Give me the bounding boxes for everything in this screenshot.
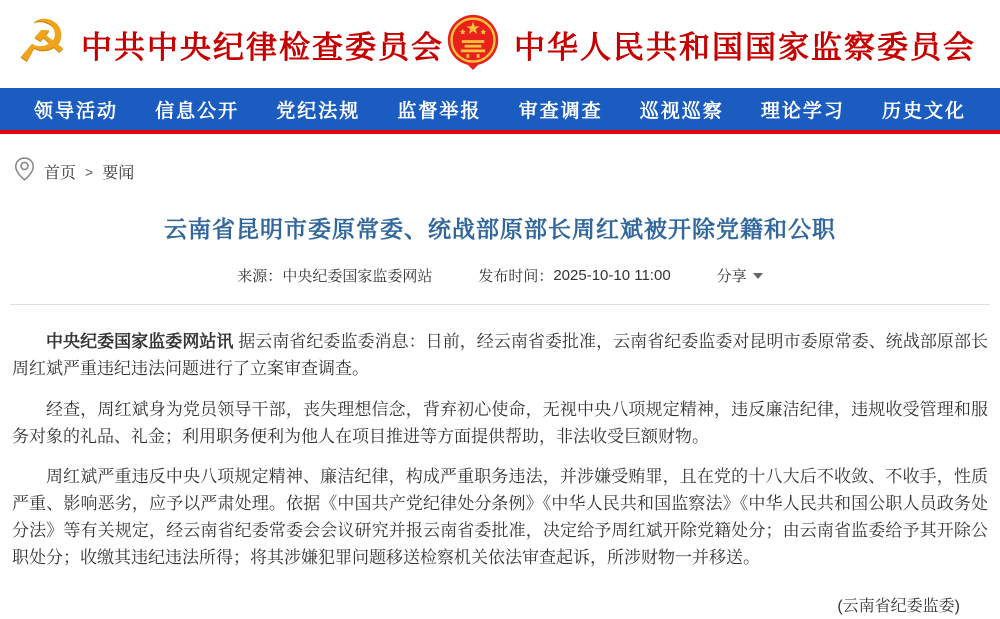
caret-down-icon: [753, 273, 763, 279]
nav-item-leader-activities[interactable]: 领导活动: [34, 100, 119, 122]
article-paragraph: [12, 397, 988, 451]
article-paragraph: [12, 464, 988, 571]
nav-item-party-regulations[interactable]: 党纪法规: [276, 100, 361, 122]
breadcrumb: [14, 156, 1000, 187]
nsc-site-title: 中华人民共和国国家监察委员会: [514, 29, 976, 65]
paragraph-text: 据云南省纪委监委消息：日前，经云南省委批准，云南省纪委监委对昆明市委原常委、统战部原部长周红斌严重违纪违法问题进行了立案审查调查。: [12, 332, 988, 378]
source-label: 来源：: [237, 268, 283, 285]
publish-time-label: 发布时间：: [478, 268, 554, 285]
nav-item-inspection-tour[interactable]: 巡视巡察: [639, 100, 724, 122]
nav-item-info-disclosure[interactable]: 信息公开: [155, 100, 240, 122]
article: [0, 211, 1000, 619]
article-paragraph: [12, 329, 988, 383]
nav-item-review-investigation[interactable]: 审查调查: [518, 100, 603, 122]
ccdi-site-title: 中共中央纪律检查委员会: [81, 29, 444, 65]
national-emblem-icon: [445, 14, 501, 75]
breadcrumb-home[interactable]: 首页: [44, 165, 77, 182]
ccdi-logo-link[interactable]: [16, 9, 444, 74]
site-header: [0, 0, 1000, 88]
paragraph-lead: 中央纪委国家监委网站讯: [46, 332, 234, 351]
article-source: [237, 265, 432, 286]
location-pin-icon: [14, 156, 35, 187]
paragraph-text: 周红斌严重违反中央八项规定精神、廉洁纪律，构成严重职务违法，并涉嫌受贿罪，且在党的十八大后不收敛、不收手，性质严重、影响恶劣，应予以严肃处理。依据《中国共产党纪律处分条例》《中华人民共和国监察法》《中华人民共和国公职人员政务处分法》等有关规定，经云南省纪委常委会会议研究并报云南省委批准，决定给予周红斌开除党籍处分；由云南省监委给予其开除公职处分；收缴其违纪违法所得；将其涉嫌犯罪问题移送检察机关依法审查起诉，所涉财物一并移送。: [12, 467, 988, 568]
breadcrumb-current[interactable]: 要闻: [102, 165, 135, 182]
publish-time-value: 2025-10-10 11:00: [553, 267, 671, 284]
nav-item-theory-study[interactable]: 理论学习: [760, 100, 845, 122]
party-emblem-icon: ☭: [16, 9, 68, 74]
main-navigation: [0, 88, 1000, 134]
paragraph-text: 经查，周红斌身为党员领导干部，丧失理想信念，背弃初心使命，无视中央八项规定精神，违反廉洁纪律，违规收受管理和服务对象的礼品、礼金；利用职务便利为他人在项目推进等方面提供帮助，非法收受巨额财物。: [12, 399, 988, 446]
nsc-logo-link[interactable]: [445, 14, 976, 75]
source-value: 中央纪委国家监委网站: [282, 268, 433, 285]
nav-item-history-culture[interactable]: 历史文化: [881, 100, 966, 122]
article-attribution: (云南省纪委监委): [837, 597, 960, 615]
share-button[interactable]: [717, 265, 763, 286]
article-publish-time: [478, 265, 670, 286]
article-body: [0, 305, 1000, 619]
nav-item-supervision-report[interactable]: 监督举报: [397, 100, 482, 122]
share-label: 分享: [716, 268, 747, 285]
breadcrumb-separator: >: [85, 163, 94, 180]
article-meta: [0, 265, 1000, 286]
article-title: 云南省昆明市委原常委、统战部原部长周红斌被开除党籍和公职: [164, 216, 836, 242]
